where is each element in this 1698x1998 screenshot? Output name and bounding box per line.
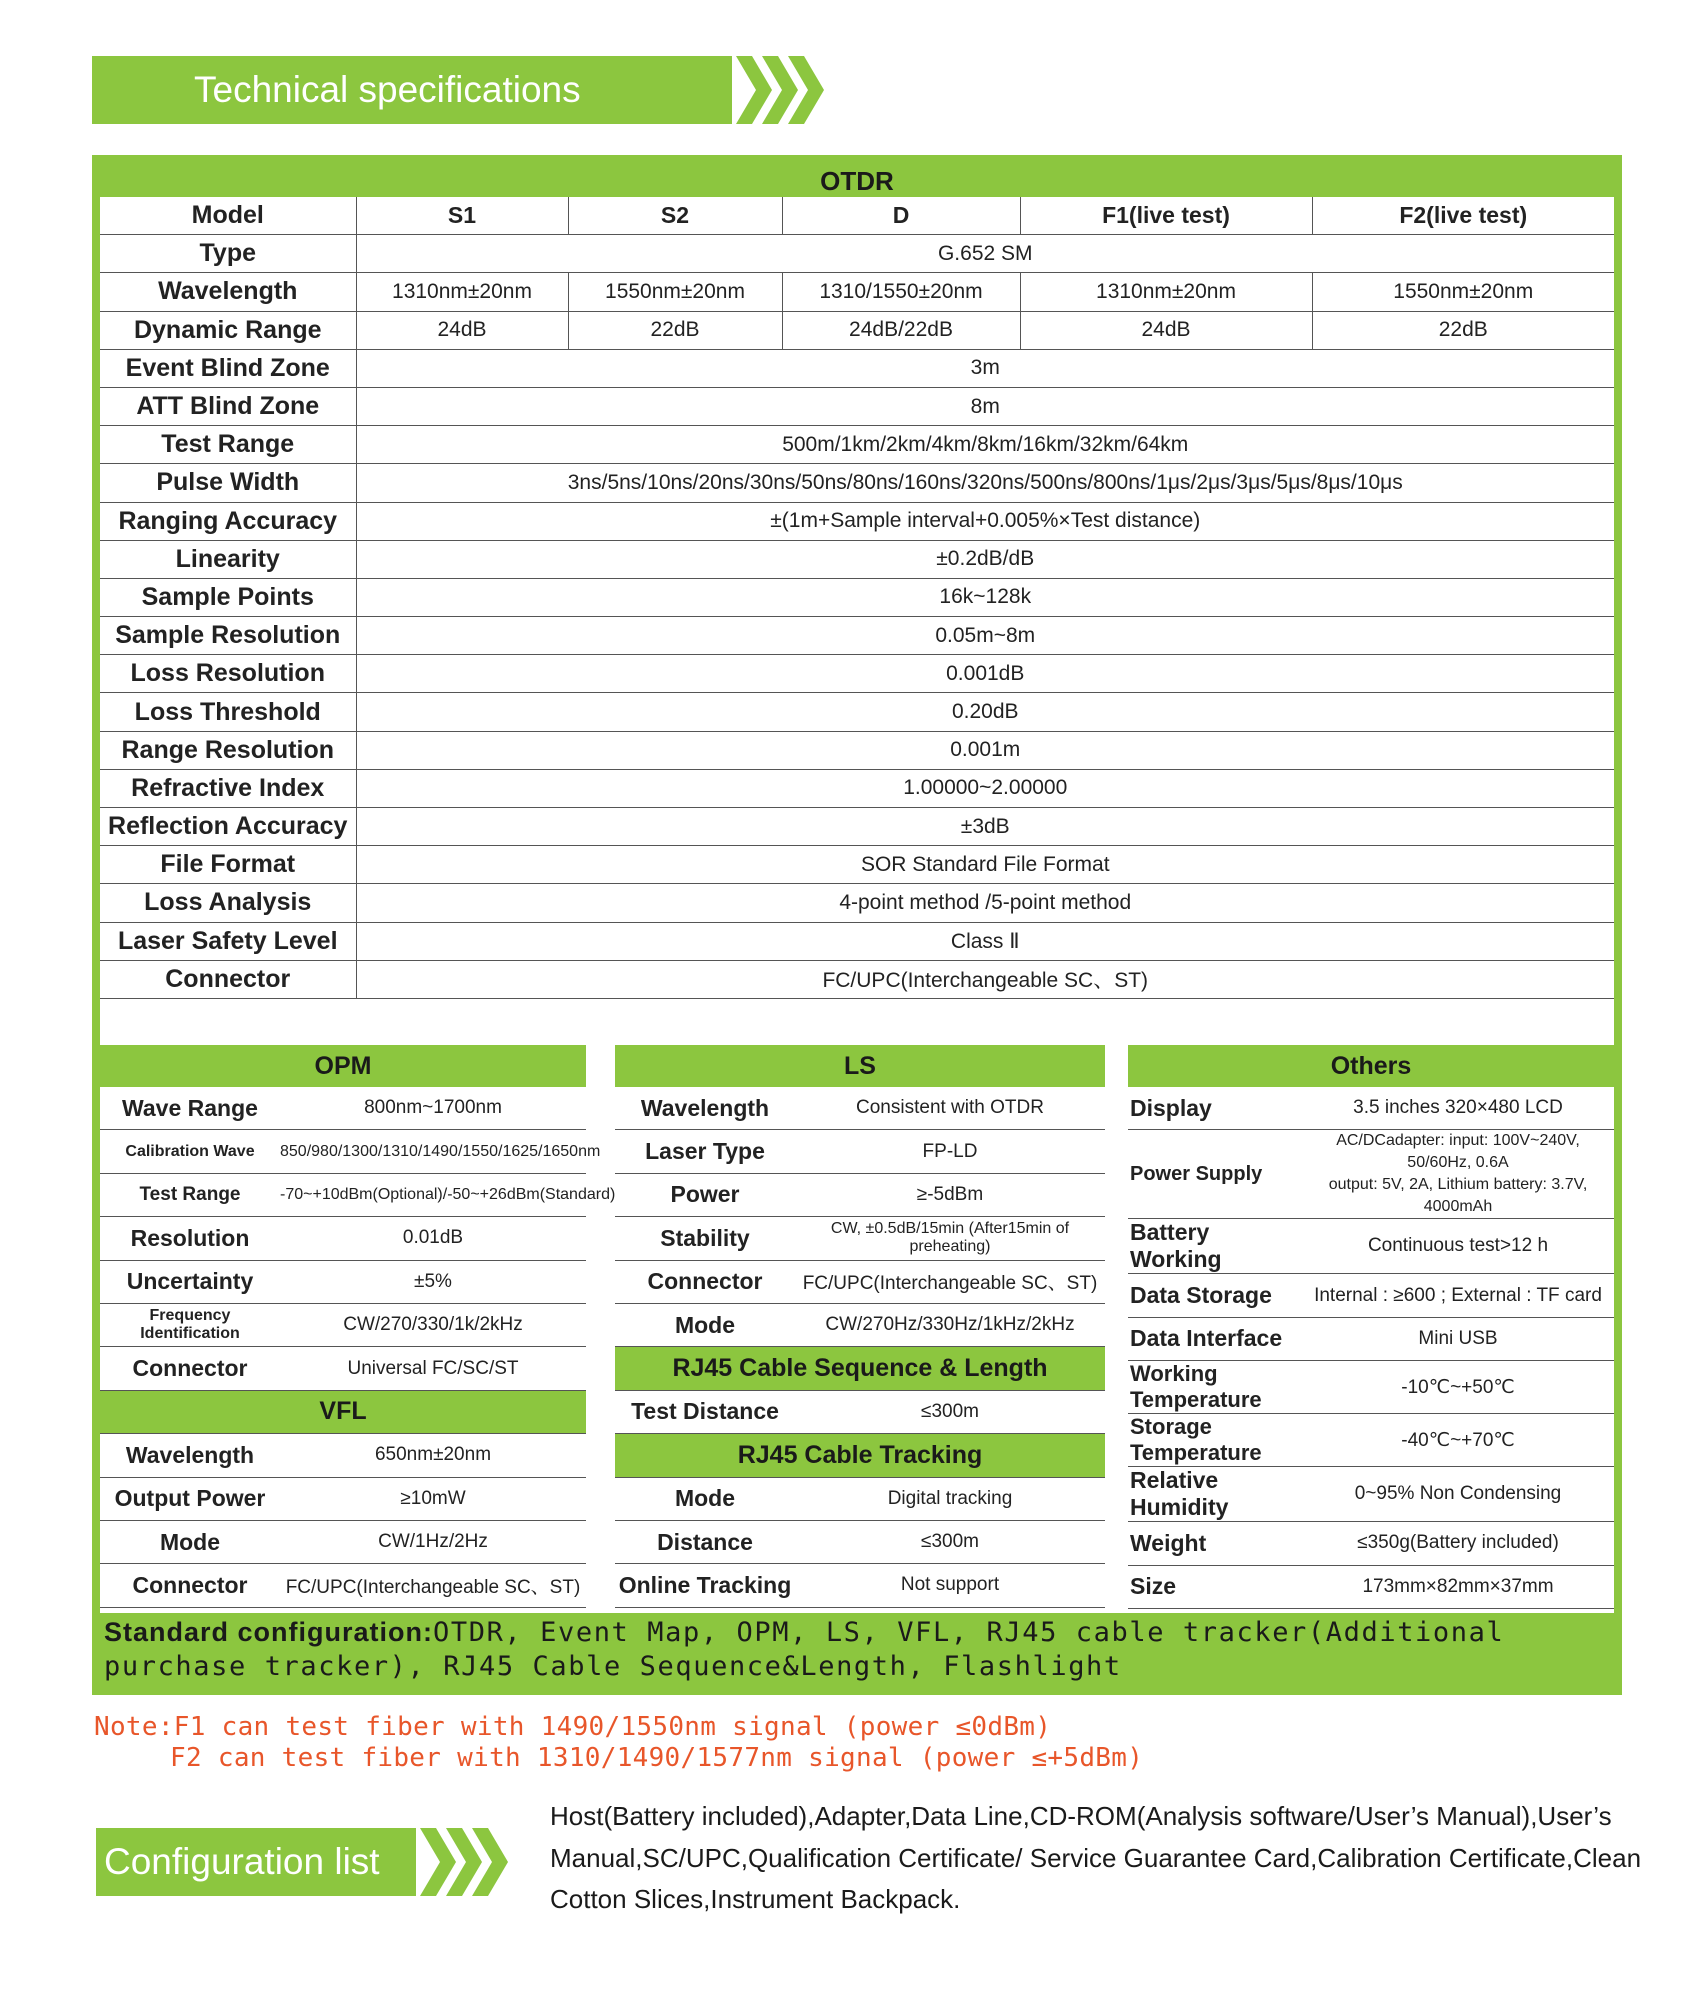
ls-row — [615, 1173, 1105, 1216]
row-label: Mode — [615, 1477, 795, 1520]
row-label: Relative Humidity — [1128, 1467, 1302, 1522]
row-label: Dynamic Range — [100, 311, 356, 349]
opm-row — [100, 1347, 586, 1390]
rj45_seq-title-row — [615, 1347, 1105, 1390]
row-value: 0.20dB — [356, 693, 1614, 731]
vfl-title-row — [100, 1390, 586, 1433]
row-value — [1302, 1130, 1614, 1219]
row-value: ≤300m — [795, 1390, 1105, 1433]
opm-row — [100, 1217, 586, 1260]
row-label: Laser Safety Level — [100, 922, 356, 960]
note-line-2: F2 can test fiber with 1310/1490/1577nm signal (power ≤+5dBm) — [170, 1743, 1144, 1773]
others-panel — [1128, 1045, 1614, 1609]
row-value: ±3dB — [356, 808, 1614, 846]
row-value: 22dB — [1312, 311, 1614, 349]
row-label: Display — [1128, 1087, 1302, 1130]
others-table — [1128, 1087, 1614, 1609]
row-label: Distance — [615, 1520, 795, 1563]
row-label: Wave Range — [100, 1087, 280, 1130]
row-value: 1310/1550±20nm — [782, 273, 1020, 311]
ls-title: LS — [615, 1045, 1105, 1087]
row-label: Connector — [615, 1260, 795, 1303]
row-value: FC/UPC(Interchangeable SC、ST) — [356, 960, 1614, 998]
model-1: S1 — [356, 197, 568, 235]
otdr-row — [100, 769, 1614, 807]
row-label: Range Resolution — [100, 731, 356, 769]
otdr-row — [100, 617, 1614, 655]
standard-configuration-text: OTDR, Event Map, OPM, LS, VFL, RJ45 cable tracker(Additional purchase tracker), RJ45 Cable Sequence&Length, Flashlight — [104, 1617, 1505, 1682]
row-label: Wavelength — [615, 1087, 795, 1130]
row-value: 500m/1km/2km/4km/8km/16km/32km/64km — [356, 426, 1614, 464]
rj45_track-row — [615, 1520, 1105, 1563]
row-value: CW, ±0.5dB/15min (After15min of preheating) — [795, 1217, 1105, 1260]
row-value: CW/1Hz/2Hz — [280, 1520, 586, 1563]
row-value-line: output: 5V, 2A, Lithium battery: 3.7V, 4000mAh — [1328, 1176, 1588, 1216]
row-value: 0.05m~8m — [356, 617, 1614, 655]
otdr-row — [100, 655, 1614, 693]
note-line-1: Note:F1 can test fiber with 1490/1550nm signal (power ≤0dBm) — [94, 1712, 1052, 1742]
chevron-arrows-icon — [420, 1828, 510, 1896]
row-value: -40℃~+70℃ — [1302, 1414, 1614, 1467]
note — [94, 1712, 1143, 1774]
others-row — [1128, 1130, 1614, 1219]
row-value: 850/980/1300/1310/1490/1550/1625/1650nm — [280, 1130, 586, 1173]
opm-table — [100, 1087, 616, 1608]
row-value: 173mm×82mm×37mm — [1302, 1565, 1614, 1608]
opm-row — [100, 1303, 586, 1346]
opm-panel — [100, 1045, 616, 1608]
spec-inner — [100, 165, 1614, 1613]
row-value: CW/270/330/1k/2kHz — [280, 1303, 586, 1346]
opm-row — [100, 1173, 586, 1216]
others-row — [1128, 1087, 1614, 1130]
ls-panel — [615, 1045, 1105, 1608]
row-value: Not support — [795, 1564, 1105, 1607]
row-value: -10℃~+50℃ — [1302, 1361, 1614, 1414]
rj45_track-row — [615, 1477, 1105, 1520]
vfl-row — [100, 1477, 586, 1520]
ls-row — [615, 1217, 1105, 1260]
configuration-list-banner — [96, 1828, 510, 1896]
row-label: Mode — [615, 1303, 795, 1346]
row-label: Sample Resolution — [100, 617, 356, 655]
row-label: Refractive Index — [100, 769, 356, 807]
row-value: 3m — [356, 349, 1614, 387]
row-label: Linearity — [100, 540, 356, 578]
row-value: ≤300m — [795, 1520, 1105, 1563]
config-banner-title: Configuration list — [96, 1828, 416, 1896]
otdr-row — [100, 846, 1614, 884]
row-value: 3.5 inches 320×480 LCD — [1302, 1087, 1614, 1130]
vfl-row — [100, 1520, 586, 1563]
row-value: ±5% — [280, 1260, 586, 1303]
row-value: 24dB/22dB — [782, 311, 1020, 349]
otdr-row — [100, 884, 1614, 922]
others-row — [1128, 1565, 1614, 1608]
row-label: Uncertainty — [100, 1260, 280, 1303]
opm-title: OPM — [100, 1045, 586, 1087]
row-label: Mode — [100, 1520, 280, 1563]
row-label: Ranging Accuracy — [100, 502, 356, 540]
technical-specifications-banner — [92, 56, 826, 124]
row-label: Output Power — [100, 1477, 280, 1520]
row-label: Test Range — [100, 1173, 280, 1216]
otdr-table — [100, 197, 1614, 999]
row-label: Data Interface — [1128, 1317, 1302, 1360]
otdr-row — [100, 578, 1614, 616]
configuration-list-text: Host(Battery included),Adapter,Data Line,CD-ROM(Analysis software/User’s Manual),User’s Manual,SC/UPC,Qualification Certificate/ Service Guarantee Card,Calibration Certificate,Clean Cotton Slices,Instrument Backpack. — [550, 1801, 1642, 1914]
vfl-title: VFL — [100, 1390, 586, 1433]
model-label: Model — [100, 197, 356, 235]
ls-row — [615, 1130, 1105, 1173]
row-value: FP-LD — [795, 1130, 1105, 1173]
row-value: 0.001dB — [356, 655, 1614, 693]
row-value: 1.00000~2.00000 — [356, 769, 1614, 807]
rj45_track-row — [615, 1564, 1105, 1607]
row-label: Battery Working — [1128, 1219, 1302, 1274]
row-value: Continuous test>12 h — [1302, 1219, 1614, 1274]
row-value: 16k~128k — [356, 578, 1614, 616]
row-label: Type — [100, 235, 356, 273]
others-row — [1128, 1317, 1614, 1360]
row-value: 1550nm±20nm — [1312, 273, 1614, 311]
row-label: Wavelength — [100, 273, 356, 311]
row-value: ≤350g(Battery included) — [1302, 1522, 1614, 1565]
row-label: Calibration Wave — [100, 1130, 280, 1173]
ls-row — [615, 1260, 1105, 1303]
row-value: Consistent with OTDR — [795, 1087, 1105, 1130]
row-label: ATT Blind Zone — [100, 387, 356, 425]
row-value: Class Ⅱ — [356, 922, 1614, 960]
row-value: ±(1m+Sample interval+0.005%×Test distance) — [356, 502, 1614, 540]
others-row — [1128, 1467, 1614, 1522]
otdr-title: OTDR — [100, 165, 1614, 197]
row-value: ±0.2dB/dB — [356, 540, 1614, 578]
otdr-row — [100, 731, 1614, 769]
row-value: 650nm±20nm — [280, 1434, 586, 1477]
standard-configuration-label: Standard configuration: — [104, 1617, 433, 1647]
otdr-row — [100, 273, 1614, 311]
model-4: F1(live test) — [1020, 197, 1312, 235]
row-label: File Format — [100, 846, 356, 884]
row-value: 1310nm±20nm — [1020, 273, 1312, 311]
otdr-section — [100, 165, 1614, 999]
row-label: Power Supply — [1128, 1130, 1302, 1219]
row-value: FC/UPC(Interchangeable SC、ST) — [795, 1260, 1105, 1303]
standard-configuration — [104, 1615, 1604, 1684]
row-label: Connector — [100, 1347, 280, 1390]
row-label: Size — [1128, 1565, 1302, 1608]
row-value: 0.01dB — [280, 1217, 586, 1260]
opm-row — [100, 1260, 586, 1303]
others-row — [1128, 1219, 1614, 1274]
row-value: G.652 SM — [356, 235, 1614, 273]
rj45_seq-title: RJ45 Cable Sequence & Length — [615, 1347, 1105, 1390]
otdr-row — [100, 349, 1614, 387]
otdr-row — [100, 464, 1614, 502]
ls-row — [615, 1303, 1105, 1346]
row-label: Frequency Identification — [100, 1303, 280, 1346]
otdr-row — [100, 922, 1614, 960]
rj45_track-title: RJ45 Cable Tracking — [615, 1434, 1105, 1477]
row-value: -70~+10dBm(Optional)/-50~+26dBm(Standard) — [280, 1173, 586, 1216]
chevron-arrows-icon — [736, 56, 826, 124]
row-label: Event Blind Zone — [100, 349, 356, 387]
row-value: 0~95% Non Condensing — [1302, 1467, 1614, 1522]
otdr-row — [100, 693, 1614, 731]
row-value: 0.001m — [356, 731, 1614, 769]
row-label: Test Distance — [615, 1390, 795, 1433]
otdr-row — [100, 311, 1614, 349]
otdr-row — [100, 235, 1614, 273]
vfl-row — [100, 1564, 586, 1607]
row-label: Loss Threshold — [100, 693, 356, 731]
vfl-row — [100, 1434, 586, 1477]
otdr-row — [100, 387, 1614, 425]
otdr-row — [100, 540, 1614, 578]
row-value: FC/UPC(Interchangeable SC、ST) — [280, 1564, 586, 1607]
opm-row — [100, 1130, 586, 1173]
otdr-row — [100, 960, 1614, 998]
others-title: Others — [1128, 1045, 1614, 1087]
row-value: SOR Standard File Format — [356, 846, 1614, 884]
model-2: S2 — [568, 197, 782, 235]
row-label: Online Tracking — [615, 1564, 795, 1607]
row-value: 8m — [356, 387, 1614, 425]
row-label: Test Range — [100, 426, 356, 464]
ls-table — [615, 1087, 1105, 1608]
others-row — [1128, 1522, 1614, 1565]
others-row — [1128, 1274, 1614, 1317]
row-label: Stability — [615, 1217, 795, 1260]
row-label: Working Temperature — [1128, 1361, 1302, 1414]
row-label: Loss Resolution — [100, 655, 356, 693]
row-label: Sample Points — [100, 578, 356, 616]
otdr-row — [100, 502, 1614, 540]
banner-title: Technical specifications — [92, 56, 732, 124]
row-label: Connector — [100, 1564, 280, 1607]
others-row — [1128, 1361, 1614, 1414]
row-value: ≥-5dBm — [795, 1173, 1105, 1216]
row-label: Pulse Width — [100, 464, 356, 502]
row-label: Storage Temperature — [1128, 1414, 1302, 1467]
row-value: 22dB — [568, 311, 782, 349]
row-value: Digital tracking — [795, 1477, 1105, 1520]
row-label: Laser Type — [615, 1130, 795, 1173]
row-value: Internal : ≥600 ; External : TF card — [1302, 1274, 1614, 1317]
row-label: Wavelength — [100, 1434, 280, 1477]
spec-frame — [92, 155, 1622, 1695]
model-3: D — [782, 197, 1020, 235]
row-label: Connector — [100, 960, 356, 998]
otdr-row — [100, 426, 1614, 464]
otdr-header-row — [100, 197, 1614, 235]
row-label: Data Storage — [1128, 1274, 1302, 1317]
row-label: Weight — [1128, 1522, 1302, 1565]
row-label: Power — [615, 1173, 795, 1216]
rj45_seq-row — [615, 1390, 1105, 1433]
ls-row — [615, 1087, 1105, 1130]
row-value: Universal FC/SC/ST — [280, 1347, 586, 1390]
rj45_track-title-row — [615, 1434, 1105, 1477]
row-value: 24dB — [356, 311, 568, 349]
row-value: Mini USB — [1302, 1317, 1614, 1360]
row-value: 4-point method /5-point method — [356, 884, 1614, 922]
row-value: 1550nm±20nm — [568, 273, 782, 311]
row-value: 800nm~1700nm — [280, 1087, 586, 1130]
opm-row — [100, 1087, 586, 1130]
row-label: Resolution — [100, 1217, 280, 1260]
row-value: 3ns/5ns/10ns/20ns/30ns/50ns/80ns/160ns/320ns/500ns/800ns/1μs/2μs/3μs/5μs/8μs/10μs — [356, 464, 1614, 502]
row-value: ≥10mW — [280, 1477, 586, 1520]
row-value: 1310nm±20nm — [356, 273, 568, 311]
row-value: CW/270Hz/330Hz/1kHz/2kHz — [795, 1303, 1105, 1346]
otdr-row — [100, 808, 1614, 846]
row-value: 24dB — [1020, 311, 1312, 349]
row-label: Reflection Accuracy — [100, 808, 356, 846]
model-5: F2(live test) — [1312, 197, 1614, 235]
row-value-line: AC/DCadapter: input: 100V~240V, 50/60Hz, 0.6A — [1336, 1132, 1580, 1172]
others-row — [1128, 1414, 1614, 1467]
row-label: Loss Analysis — [100, 884, 356, 922]
